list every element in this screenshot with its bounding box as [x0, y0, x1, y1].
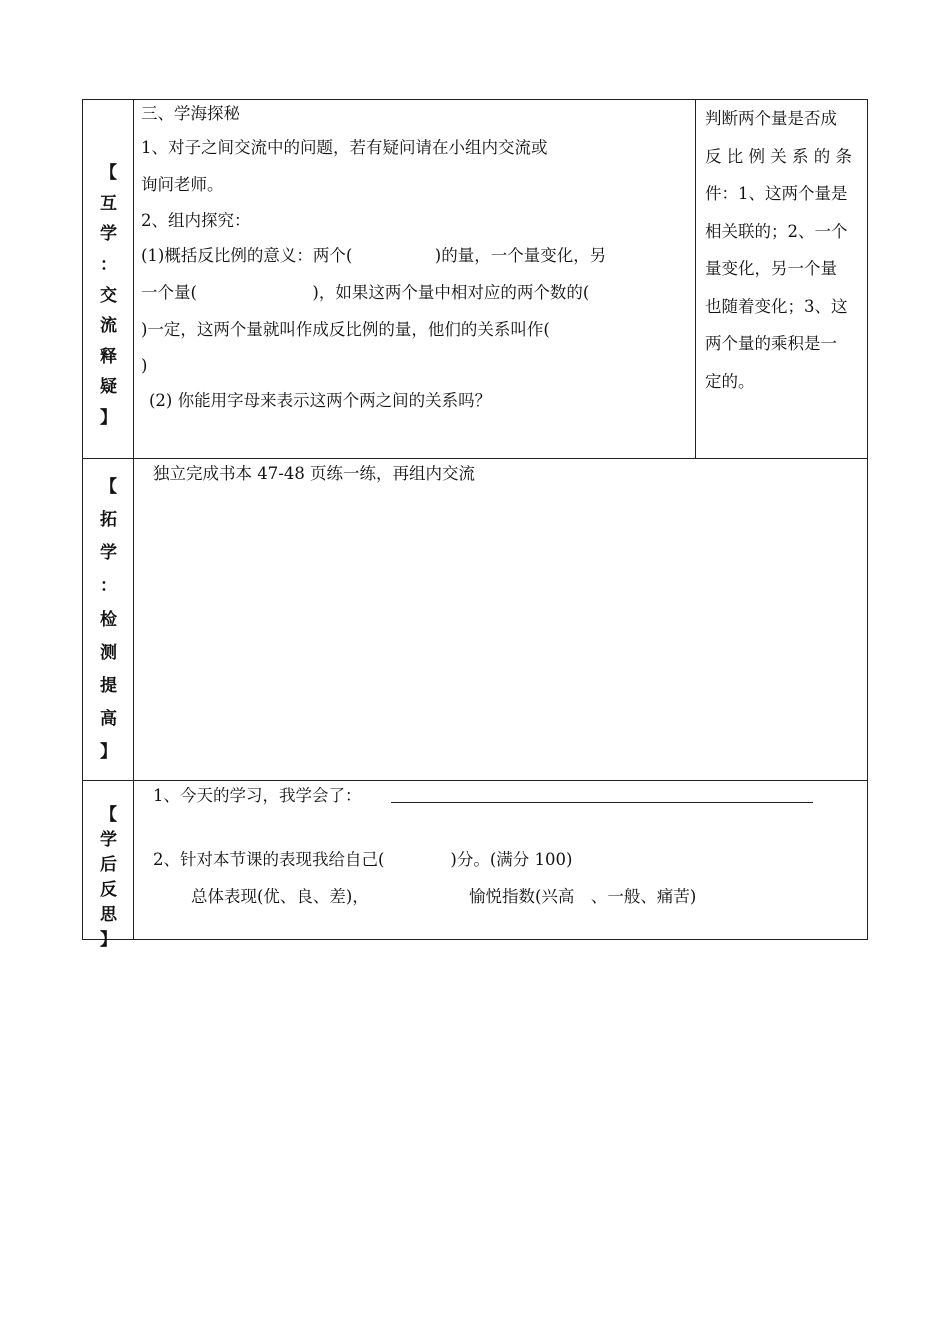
reflect-line-1: 1、今天的学习，我学会了： [153, 786, 362, 805]
side-label-char: 【 [100, 805, 117, 825]
definition-line-2: 一个量( )，如果这两个量中相对应的两个数的( [141, 283, 590, 302]
side-label-char: 】 [100, 742, 117, 762]
side-label-char: 互 [100, 193, 117, 214]
row-divider-1 [83, 458, 867, 459]
note-line: 定的。 [705, 371, 755, 391]
note-line: 两个量的乘积是一 [705, 334, 837, 353]
definition-line-3: )一定，这两个量就叫作成反比例的量，他们的关系叫作( [141, 320, 550, 339]
side-label-char: 学 [100, 224, 117, 245]
side-label-char: 释 [100, 346, 117, 367]
side-label-char: 学 [100, 830, 117, 850]
side-label-char: 疑 [100, 377, 117, 398]
section-label-tuoxue [83, 472, 134, 762]
row-divider-2 [83, 780, 867, 781]
reflect-line-2: 2、针对本节课的表现我给自己( )分。(满分 100) [153, 850, 573, 869]
section-label-reflect [83, 800, 134, 950]
instruction-line-3: 2、组内探究： [141, 211, 251, 230]
side-label-char: 拓 [100, 510, 117, 531]
side-label-char: 检 [100, 609, 117, 630]
reflect-line-3-performance: 总体表现(优、良、差)， [191, 887, 369, 906]
instruction-line-1: 1、对子之间交流中的问题，若有疑问请在小组内交流或 [141, 138, 548, 157]
note-line: 也随着变化；3、这 [705, 296, 848, 316]
exercise-line: 独立完成书本 47-48 页练一练，再组内交流 [153, 464, 476, 483]
answer-underline[interactable] [391, 802, 813, 803]
side-label-char: 提 [100, 675, 117, 696]
definition-line-4: ) [141, 356, 148, 375]
side-label-char: 】 [100, 408, 117, 428]
side-label-char: 【 [100, 477, 117, 497]
side-label-char: 流 [100, 316, 117, 337]
note-line: 判断两个量是否成 [705, 109, 837, 128]
note-column [705, 100, 865, 400]
note-line: 量变化，另一个量 [705, 259, 837, 278]
note-column-divider [695, 100, 696, 458]
reflect-line-3-mood: 愉悦指数(兴高 、一般、痛苦) [469, 887, 697, 906]
note-line: 反 比 例 关 系 的 条 [705, 146, 852, 166]
side-label-char: ： [100, 254, 117, 275]
note-line: 件：1、这两个量是 [705, 184, 848, 203]
side-label-char: 学 [100, 543, 117, 564]
side-label-char: 高 [100, 708, 117, 729]
side-label-char: 交 [100, 285, 117, 306]
worksheet-table [82, 99, 868, 950]
side-label-char: 】 [100, 930, 117, 950]
side-label-char: ： [100, 576, 117, 597]
side-label-char: 后 [100, 855, 117, 875]
instruction-line-2: 询问老师。 [141, 175, 224, 194]
section-title: 三、学海探秘 [141, 104, 240, 123]
side-label-char: 反 [100, 880, 117, 900]
definition-line-1: (1)概括反比例的意义：两个( )的量，一个量变化，另 [141, 246, 607, 265]
side-label-char: 【 [100, 163, 117, 183]
question-line: (2) 你能用字母来表示这两个两之间的关系吗？ [149, 391, 492, 410]
note-line: 相关联的；2、一个 [705, 221, 848, 241]
side-label-char: 测 [100, 642, 117, 663]
side-label-char: 思 [100, 905, 117, 925]
section-label-huxue [83, 158, 134, 428]
